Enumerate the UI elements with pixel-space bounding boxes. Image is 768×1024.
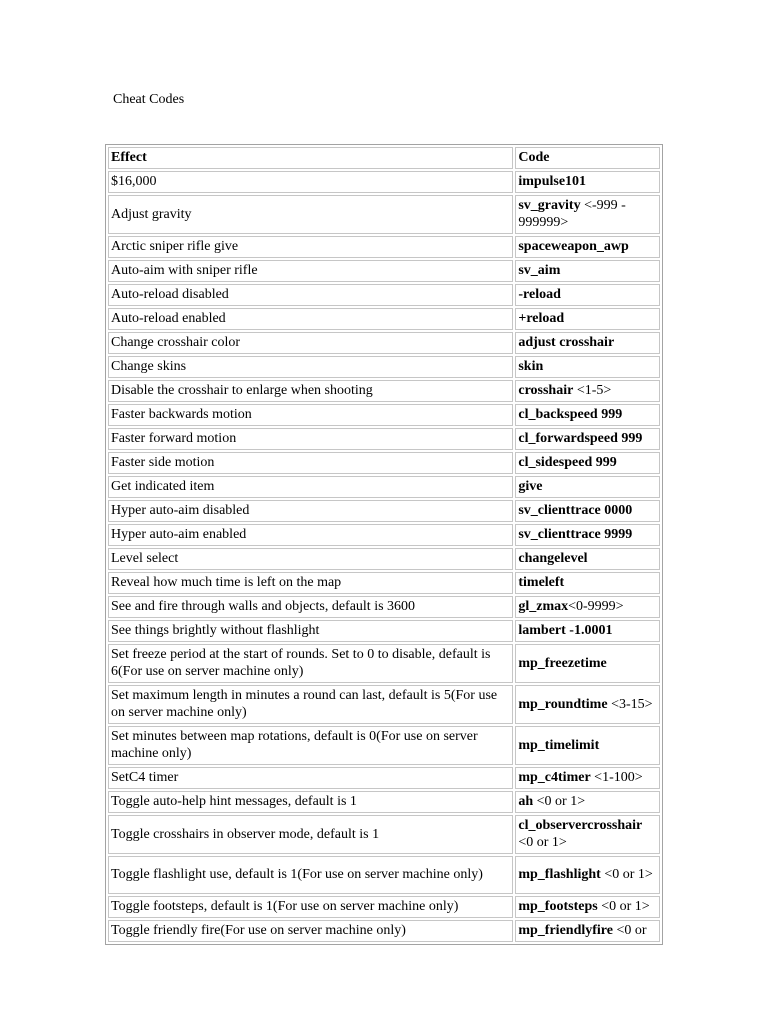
code-cell [515, 572, 660, 594]
effect-cell: Set maximum length in minutes a round can last, default is 5(For use on server machine only) [108, 685, 513, 724]
code-cell [515, 380, 660, 402]
effect-cell: Arctic sniper rifle give [108, 236, 513, 258]
code-cell [515, 620, 660, 642]
effect-cell: $16,000 [108, 171, 513, 193]
table-row [108, 572, 660, 594]
table-row [108, 596, 660, 618]
effect-cell: Toggle flashlight use, default is 1(For use on server machine only) [108, 856, 513, 894]
code-command: crosshair [518, 383, 574, 398]
code-cell [515, 428, 660, 450]
code-arguments: <3-15> [607, 696, 653, 712]
table-row [108, 896, 660, 918]
table-row [108, 524, 660, 546]
code-cell [515, 195, 660, 234]
effect-cell: Change crosshair color [108, 332, 513, 354]
code-command: -reload [518, 287, 561, 302]
code-command: sv_gravity [518, 198, 581, 213]
code-cell [515, 500, 660, 522]
table-row [108, 815, 660, 854]
table-row [108, 236, 660, 258]
code-command: skin [518, 359, 544, 374]
table-row [108, 767, 660, 789]
document-title: Cheat Codes [113, 92, 185, 107]
code-command: sv_aim [518, 263, 561, 278]
code-arguments: <1-5> [573, 383, 612, 398]
effect-cell: Faster backwards motion [108, 404, 513, 426]
code-command: ah [518, 794, 534, 809]
code-command: mp_freezetime [518, 655, 607, 671]
code-arguments: <0 or [612, 923, 647, 938]
code-cell [515, 896, 660, 918]
code-cell [515, 356, 660, 378]
table-row [108, 726, 660, 765]
code-cell [515, 685, 660, 724]
effect-cell: Toggle auto-help hint messages, default is 1 [108, 791, 513, 813]
table-row [108, 308, 660, 330]
effect-cell: Level select [108, 548, 513, 570]
header-code: Code [515, 147, 660, 169]
code-command: mp_footsteps [518, 899, 598, 914]
code-arguments: <0 or 1> [600, 867, 653, 882]
code-cell [515, 308, 660, 330]
effect-cell: Auto-reload enabled [108, 308, 513, 330]
effect-cell: Toggle footsteps, default is 1(For use on server machine only) [108, 896, 513, 918]
code-cell [515, 476, 660, 498]
code-cell [515, 644, 660, 683]
code-cell [515, 524, 660, 546]
table-row [108, 195, 660, 234]
table-row [108, 620, 660, 642]
effect-cell: Set minutes between map rotations, default is 0(For use on server machine only) [108, 726, 513, 765]
table-row [108, 260, 660, 282]
code-command: gl_zmax [518, 599, 569, 614]
table-row [108, 452, 660, 474]
effect-cell: Set freeze period at the start of rounds. Set to 0 to disable, default is 6(For use on server machine only) [108, 644, 513, 683]
table-body [108, 147, 660, 942]
code-cell [515, 171, 660, 193]
table-row [108, 856, 660, 894]
code-command: lambert -1.0001 [518, 623, 613, 638]
code-cell [515, 452, 660, 474]
effect-cell: See and fire through walls and objects, default is 3600 [108, 596, 513, 618]
table-row [108, 500, 660, 522]
code-cell [515, 726, 660, 765]
effect-cell: Auto-reload disabled [108, 284, 513, 306]
effect-cell: Hyper auto-aim disabled [108, 500, 513, 522]
code-cell [515, 767, 660, 789]
table-row [108, 171, 660, 193]
cheat-codes-table [105, 144, 663, 945]
code-arguments: <0 or 1> [597, 899, 650, 914]
code-command: give [518, 479, 543, 494]
effect-cell: Faster side motion [108, 452, 513, 474]
code-command: adjust crosshair [518, 335, 615, 350]
table-row [108, 380, 660, 402]
code-cell [515, 404, 660, 426]
code-command: cl_backspeed 999 [518, 407, 623, 422]
effect-cell: See things brightly without flashlight [108, 620, 513, 642]
table-row [108, 284, 660, 306]
code-command: sv_clienttrace 0000 [518, 503, 633, 518]
code-command: spaceweapon_awp [518, 239, 629, 254]
table-row [108, 791, 660, 813]
code-command: mp_c4timer [518, 770, 591, 785]
effect-cell: Disable the crosshair to enlarge when shooting [108, 380, 513, 402]
table-row [108, 404, 660, 426]
effect-cell: Auto-aim with sniper rifle [108, 260, 513, 282]
code-command: impulse101 [518, 174, 587, 189]
effect-cell: Get indicated item [108, 476, 513, 498]
table-row [108, 356, 660, 378]
code-cell [515, 791, 660, 813]
table-row [108, 644, 660, 683]
effect-cell: Faster forward motion [108, 428, 513, 450]
code-arguments: <1-100> [590, 770, 643, 785]
effect-cell: Adjust gravity [108, 195, 513, 234]
code-cell [515, 815, 660, 854]
code-cell [515, 260, 660, 282]
code-command: timeleft [518, 575, 565, 590]
code-arguments: <-999 - 999999> [518, 198, 626, 230]
code-command: mp_flashlight [518, 867, 601, 882]
table-row [108, 548, 660, 570]
table-row [108, 332, 660, 354]
code-cell [515, 548, 660, 570]
effect-cell: Toggle crosshairs in observer mode, default is 1 [108, 815, 513, 854]
code-command: sv_clienttrace 9999 [518, 527, 633, 542]
code-command: cl_forwardspeed 999 [518, 431, 643, 446]
code-cell [515, 920, 660, 942]
code-cell [515, 332, 660, 354]
effect-cell: Hyper auto-aim enabled [108, 524, 513, 546]
code-command: mp_friendlyfire [518, 923, 613, 938]
table-row [108, 428, 660, 450]
code-arguments: <0 or 1> [533, 794, 586, 809]
code-cell [515, 236, 660, 258]
table-header-row [108, 147, 660, 169]
code-command: cl_observercrosshair [518, 818, 643, 833]
code-cell [515, 596, 660, 618]
code-command: changelevel [518, 551, 588, 566]
code-command: cl_sidespeed 999 [518, 455, 617, 470]
effect-cell: SetC4 timer [108, 767, 513, 789]
effect-cell: Reveal how much time is left on the map [108, 572, 513, 594]
header-effect: Effect [108, 147, 513, 169]
table-row [108, 476, 660, 498]
code-arguments: <0-9999> [568, 599, 624, 614]
code-cell [515, 856, 660, 894]
effect-cell: Toggle friendly fire(For use on server machine only) [108, 920, 513, 942]
code-command: +reload [518, 311, 565, 326]
code-command: mp_timelimit [518, 737, 600, 753]
table-row [108, 920, 660, 942]
effect-cell: Change skins [108, 356, 513, 378]
code-command: mp_roundtime [518, 696, 608, 712]
table-row [108, 685, 660, 724]
code-arguments: <0 or 1> [518, 835, 567, 850]
code-cell [515, 284, 660, 306]
